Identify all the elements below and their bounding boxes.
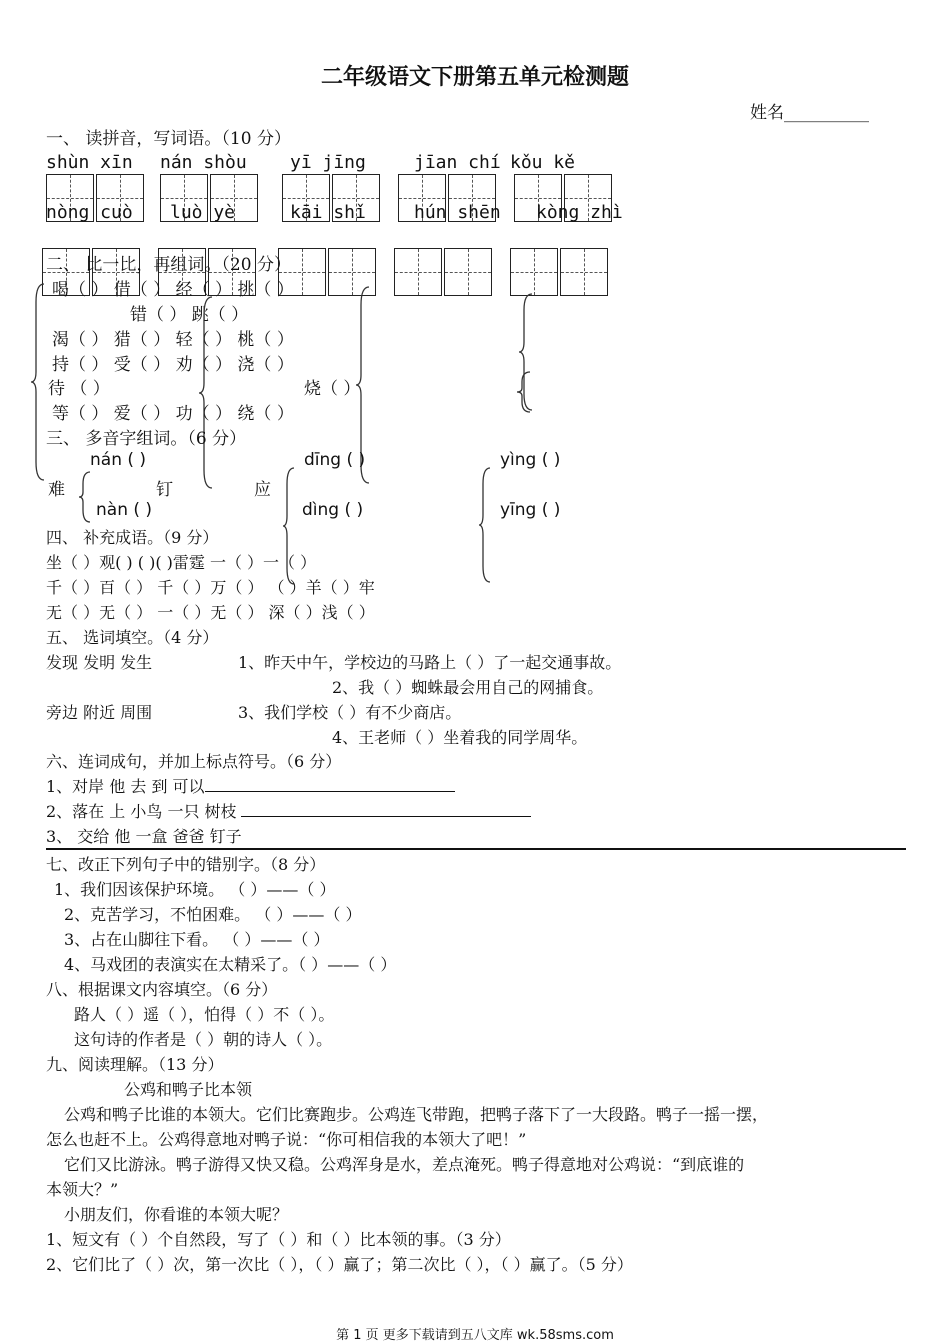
story-title: 公鸡和鸭子比本领: [124, 1080, 253, 1099]
section4-heading: 四、 补充成语。（9 分）: [46, 528, 219, 547]
ying-pinyin-1: yìng ( ): [500, 450, 561, 470]
section1-heading: 一、 读拼音，写词语。（10 分）: [46, 129, 291, 149]
reading-question-2: 2、它们比了（ ）次，第一次比（ ），（ ）赢了；第二次比（ ），（ ）赢了。（5 分）: [46, 1255, 633, 1274]
ying-pinyin-2: yīng ( ): [500, 500, 561, 520]
ding-pinyin-1: dīng ( ): [304, 450, 366, 470]
pinyin-bottom-2: luò yè: [170, 202, 236, 223]
fill-question-1: 1、昨天中午，学校边的马路上（ ）了一起交通事故。: [238, 653, 622, 672]
fill-question-3: 3、我们学校（ ）有不少商店。: [238, 703, 462, 722]
compare-line-3: 渴（ ） 猎（ ） 轻（ ） 桃（ ）: [52, 330, 294, 350]
typo-question-2: 2、克苦学习，不怕困难。 （ ）——（ ）: [64, 905, 362, 924]
idiom-line-3: 无（ ）无（ ） 一（ ）无（ ） 深（ ）浅（ ）: [46, 603, 375, 622]
section2-heading: 二、 比一比，再组词。（20 分）: [46, 255, 291, 275]
brace-icon: [78, 470, 92, 524]
word-group-1: 发现 发明 发生: [46, 653, 153, 672]
story-paragraph-2b: 本领大？”: [46, 1180, 119, 1199]
story-paragraph-1b: 怎么也赶不上。公鸡得意地对鸭子说：“你可相信我的本领大了吧！”: [46, 1130, 527, 1149]
compare-line-6: 烧（ ）: [304, 379, 361, 399]
divider: [46, 848, 906, 850]
sentence-question-1: [46, 774, 455, 797]
brace-icon: [198, 295, 214, 490]
pinyin-top-3: yī jīng: [290, 152, 366, 173]
pinyin-top-4: jīan chí: [414, 152, 501, 173]
typo-question-4: 4、马戏团的表演实在太精采了。（ ）——（ ）: [64, 955, 397, 974]
pinyin-top-1: shùn xīn: [46, 152, 133, 173]
pinyin-bottom-3: kāi shǐ: [290, 202, 366, 223]
polyphone-char-ding: 钉: [156, 480, 173, 500]
compare-line-2: 错（ ） 跳（ ）: [130, 305, 249, 325]
typo-question-3: 3、占在山脚往下看。 （ ）——（ ）: [64, 930, 330, 949]
writing-box[interactable]: [560, 248, 608, 296]
compare-line-5: 待 （ ）: [48, 379, 110, 399]
section9-heading: 九、阅读理解。（13 分）: [46, 1055, 224, 1074]
section3-heading: 三、 多音字组词。（6 分）: [46, 429, 247, 449]
idiom-line-2: 千（ ）百（ ） 千（ ）万（ ） （ ）羊（ ）牢: [46, 578, 375, 597]
polyphone-char-nan: 难: [48, 480, 65, 500]
section7-heading: 七、改正下列句子中的错别字。（8 分）: [46, 855, 326, 874]
answer-line[interactable]: [241, 802, 531, 817]
fill-question-2: 2、我（ ）蜘蛛最会用自己的网捕食。: [332, 678, 604, 697]
pinyin-top-2: nán shòu: [160, 152, 247, 173]
nan-pinyin-2: nàn ( ): [96, 500, 153, 520]
idiom-line-1: 坐（ ）观( ) ( )( )雷霆 一（ ）一（ ）: [46, 553, 317, 572]
ding-pinyin-2: dìng ( ): [302, 500, 364, 520]
brace-icon: [516, 370, 532, 414]
word-group-2: 旁边 附近 周围: [46, 703, 153, 722]
poem-fill-1: 路人（ ）遥（ ），怕得（ ）不（ ）。: [74, 1005, 335, 1024]
compare-line-1: 喝（ ） 借（ ） 经（ ） 挑（ ）: [52, 280, 294, 300]
compare-line-4: 持（ ） 受（ ） 劝（ ） 浇（ ）: [52, 355, 294, 375]
story-paragraph-3: 小朋友们，你看谁的本领大呢？: [64, 1205, 289, 1224]
nan-pinyin-1: nán ( ): [90, 450, 147, 470]
sentence-words-2: 2、落在 上 小鸟 一只 树枝: [46, 802, 237, 821]
brace-icon: [30, 282, 46, 482]
page-footer: 第 1 页 更多下载请到五八文库 wk.58sms.com: [336, 1328, 614, 1343]
sentence-question-2: [46, 799, 531, 822]
poem-fill-2: 这句诗的作者是（ ）朝的诗人（ ）。: [74, 1030, 333, 1049]
writing-box[interactable]: [510, 248, 558, 296]
pinyin-bottom-5: kòng zhì: [536, 202, 623, 223]
answer-line[interactable]: [205, 777, 455, 792]
brace-icon: [478, 466, 492, 584]
story-paragraph-1a: 公鸡和鸭子比谁的本领大。它们比赛跑步。公鸡连飞带跑，把鸭子落下了一大段路。鸭子一摇一摆，: [64, 1105, 769, 1124]
fill-question-4: 4、王老师（ ）坐着我的同学周华。: [332, 728, 588, 747]
story-paragraph-2a: 它们又比游泳。鸭子游得又快又稳。公鸡浑身是水，差点淹死。鸭子得意地对公鸡说：“到底谁的: [64, 1155, 745, 1174]
pinyin-bottom-4: hún shēn: [414, 202, 501, 223]
writing-box[interactable]: [394, 248, 442, 296]
reading-question-1: 1、短文有（ ）个自然段，写了（ ）和（ ）比本领的事。（3 分）: [46, 1230, 511, 1249]
section6-heading: 六、连词成句，并加上标点符号。（6 分）: [46, 752, 342, 771]
section5-heading: 五、 选词填空。（4 分）: [46, 628, 219, 647]
pinyin-top-5: kǒu kě: [510, 152, 576, 173]
name-field: 姓名__________: [750, 103, 869, 123]
sentence-words-1: 1、对岸 他 去 到 可以: [46, 777, 205, 796]
sentence-question-3: 3、 交给 他 一盒 爸爸 钉子: [46, 827, 242, 846]
typo-question-1: 1、我们因该保护环境。 （ ）——（ ）: [54, 880, 336, 899]
page-title: 二年级语文下册第五单元检测题: [320, 64, 629, 90]
section8-heading: 八、根据课文内容填空。（6 分）: [46, 980, 278, 999]
compare-line-7: 等（ ） 爱（ ） 功（ ） 绕（ ）: [52, 404, 294, 424]
pinyin-bottom-1: nòng cuò: [46, 202, 133, 223]
writing-box[interactable]: [444, 248, 492, 296]
polyphone-char-ying: 应: [254, 480, 271, 500]
